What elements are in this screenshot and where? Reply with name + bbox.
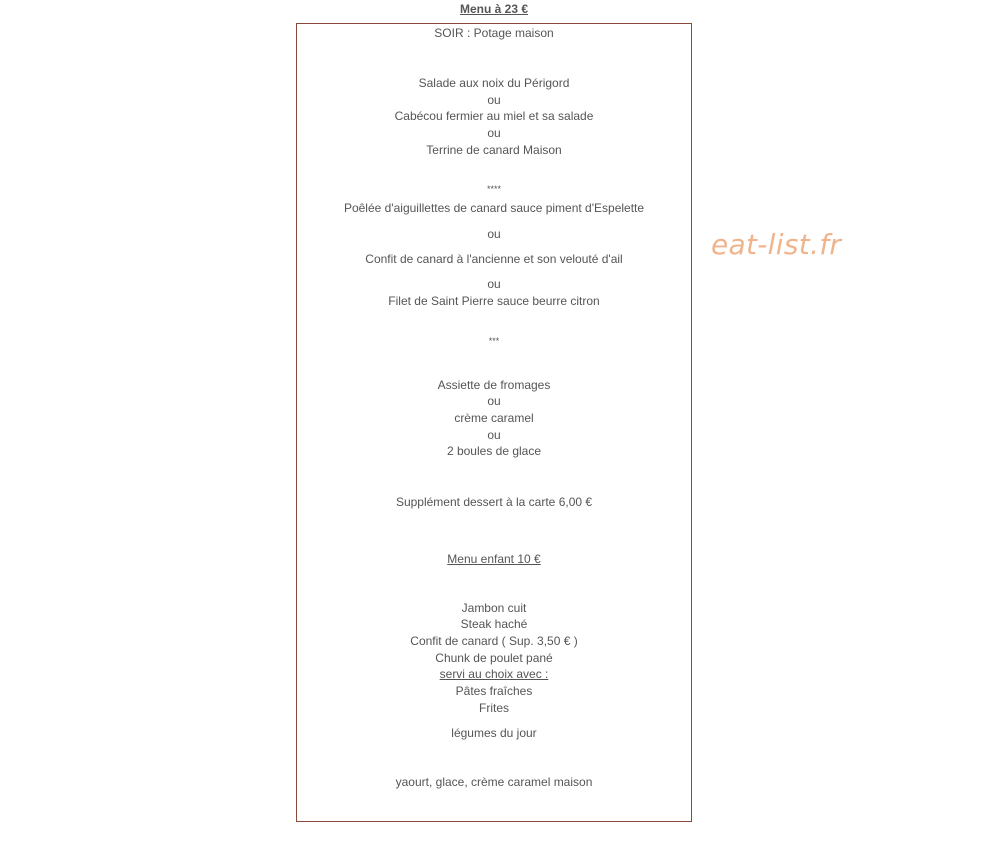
watermark: eat-list.fr xyxy=(711,228,842,261)
menu-line: ou xyxy=(487,277,501,291)
menu-line: Confit de canard à l'ancienne et son velouté d'ail xyxy=(365,252,623,266)
separator: *** xyxy=(488,336,500,346)
menu-line: légumes du jour xyxy=(451,726,537,740)
menu-title: Menu à 23 € xyxy=(459,2,529,16)
menu-line: ou xyxy=(487,227,501,241)
menu-line: Assiette de fromages xyxy=(437,378,551,392)
menu-line: ou xyxy=(487,93,501,107)
menu-line: servi au choix avec : xyxy=(439,667,549,681)
menu-box xyxy=(296,23,692,822)
menu-line: 2 boules de glace xyxy=(446,444,542,458)
menu-line: Poêlée d'aiguillettes de canard sauce piment d'Espelette xyxy=(343,201,645,215)
menu-line: Salade aux noix du Périgord xyxy=(418,76,570,90)
menu-line: Pâtes fraîches xyxy=(455,684,533,698)
menu-line: ou xyxy=(487,428,501,442)
menu-line: ou xyxy=(487,394,501,408)
separator: **** xyxy=(486,184,501,194)
menu-line: Supplément dessert à la carte 6,00 € xyxy=(395,495,593,509)
menu-line: yaourt, glace, crème caramel maison xyxy=(395,775,593,789)
menu-line: Filet de Saint Pierre sauce beurre citron xyxy=(388,294,600,308)
menu-line: SOIR : Potage maison xyxy=(434,26,554,40)
menu-line: Jambon cuit xyxy=(461,601,527,615)
menu-line: Steak haché xyxy=(460,617,528,631)
menu-line: ou xyxy=(487,126,501,140)
menu-line: Chunk de poulet pané xyxy=(435,651,553,665)
menu-line: Cabécou fermier au miel et sa salade xyxy=(394,109,594,123)
menu-line: Frites xyxy=(479,701,509,715)
kids-menu-title: Menu enfant 10 € xyxy=(447,552,541,566)
menu-line: Terrine de canard Maison xyxy=(426,143,562,157)
menu-line: crème caramel xyxy=(454,411,534,425)
menu-line: Confit de canard ( Sup. 3,50 € ) xyxy=(410,634,578,648)
